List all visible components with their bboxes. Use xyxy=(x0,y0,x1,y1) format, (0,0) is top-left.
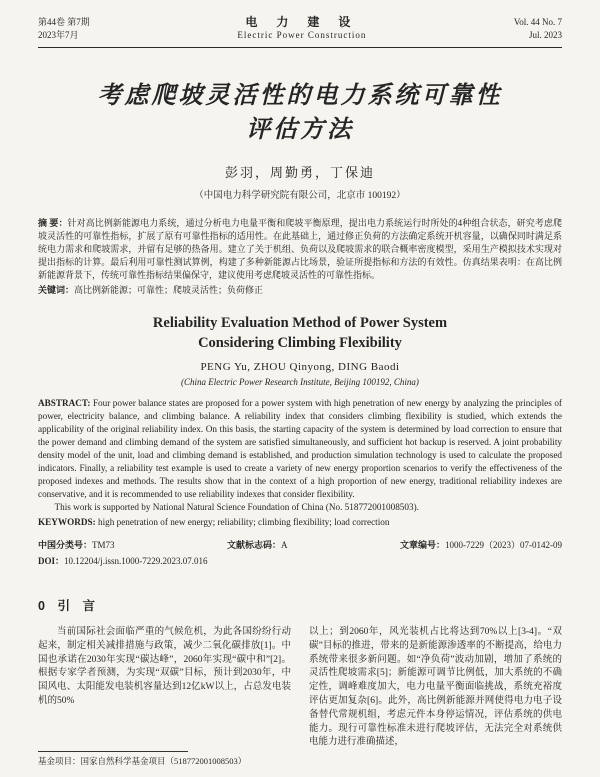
abstract-en-label: ABSTRACT: xyxy=(38,398,91,408)
abstract-cn-label: 摘 要： xyxy=(38,218,68,228)
affiliation-en: (China Electric Power Research Institute, Beijing 100192, China) xyxy=(181,377,419,387)
header-divider xyxy=(38,47,562,48)
header-left xyxy=(38,16,90,42)
abstract-en xyxy=(38,397,562,501)
doi-value: 10.12204/j.issn.1000-7229.2023.07.016 xyxy=(64,556,208,566)
doc-code-label: 文献标志码： xyxy=(226,540,281,550)
issue-date-en: Jul. 2023 xyxy=(528,30,562,40)
keywords-cn xyxy=(38,284,562,297)
keywords-en-text: high penetration of new energy; reliability; climbing flexibility; load correction xyxy=(97,517,390,527)
article-id-value: 1000-7229（2023）07-0142-09 xyxy=(444,540,562,550)
article-title-cn xyxy=(38,78,562,146)
authors-en: PENG Yu, ZHOU Qinyong, DING Baodi xyxy=(200,361,400,373)
affiliation-cn: （中国电力科学研究院有限公司，北京市 100192） xyxy=(194,191,406,201)
article-title-en xyxy=(38,313,562,353)
header-center xyxy=(237,16,366,42)
volume-issue-cn: 第44卷 第7期 xyxy=(38,17,90,27)
clc-label: 中国分类号： xyxy=(38,540,93,550)
keywords-cn-label: 关键词： xyxy=(38,285,75,295)
journal-name-en: Electric Power Construction xyxy=(237,30,367,40)
abstract-en-text: Four power balance states are proposed for a power system with high penetration of new energy by analyzing the principles of power, electricity balance, and climbing balance. A reliability index that considers climbing flexibility is studied, which extends the applicability of the original reliability index. On this basis, the starting capacity of the system is determined by load correction to ensure that the power demand and climbing demand of the system are satisfied simultaneously, and sufficient hot backup is reserved. A joint probability density model of the unit, load and climbing demand is established, and production simulation technology is used to calculate the proposed indicators. Finally, a reliability test example is used to create a variety of new energy proportion scenarios to verify the effectiveness of the proposed indexes and methods. The results show that in the context of a high proportion of new energy, traditional reliability indexes are conservative, and it is recommended to use reliability indexes that consider flexibility. xyxy=(38,398,562,499)
doi-label: DOI： xyxy=(38,556,65,566)
intro-paragraph-right: 以上；到2060年，风光装机占比将达到70%以上[3-4]。“双碳”目标的推进，带来的是新能源渗透率的不断提高，给电力系统带来很多新问题。如“净负荷”波动加剧，增加了系统的灵活性爬坡需求[5]；新能源可调节比例低，加大系统的不确定性，调峰难度加大，电力电量平衡面临挑战，系统充裕度评估更加复杂[6]。此外，高比例新能源并网使得电力电子设备替代常规机组，考虑元件本身停运情况，评估系统的供电能力。现行可靠性标准未进行爬坡评估，无法完全对系统供电能力进行准确描述， xyxy=(309,627,562,748)
abstract-cn-text: 针对高比例新能源电力系统，通过分析电力电量平衡和爬坡平衡原理，提出电力系统运行时所处的4种组合状态，研究考虑爬坡灵活性的可靠性指标，扩展了原有可靠性指标的适用性。在此基础上，通过修正负荷的方法确定系统开机容量，以确保同时满足系统电力需求和爬坡需求，并留有足够的热备用。建立了关于机组、负荷以及爬坡需求的联合概率密度模型，采用生产模拟技术实现对提出指标的计算。最后利用可靠性测试算例，构建了多种新能源占比场景，验证所提指标和方法的有效性。仿真结果表明：在高比例新能源背景下，传统可靠性指标结果偏保守，建议使用考虑爬坡灵活性的可靠性指标。 xyxy=(38,218,562,280)
article-id-item xyxy=(400,539,562,552)
clc-value: TM73 xyxy=(92,540,115,550)
introduction-columns xyxy=(38,626,562,750)
intro-column-right xyxy=(309,626,562,750)
keywords-en xyxy=(38,516,562,529)
classification-row xyxy=(38,539,562,552)
journal-header xyxy=(38,16,562,42)
funding-note-en: This work is supported by National Natural Science Foundation of China (No. 518772001008503). xyxy=(54,502,419,512)
header-right xyxy=(514,16,562,42)
doc-code-item xyxy=(227,539,288,552)
doc-code-value: A xyxy=(281,540,288,550)
doi-line xyxy=(38,555,562,568)
article-title-cn-line2: 评估方法 xyxy=(246,114,354,143)
funding-footnote-text: 基金项目：国家自然科学基金项目（518772001008503） xyxy=(38,756,247,766)
volume-issue-en: Vol. 44 No. 7 xyxy=(513,17,562,27)
intro-column-left xyxy=(38,626,291,750)
footnote-divider xyxy=(38,751,188,752)
article-title-en-line1: Reliability Evaluation Method of Power System xyxy=(152,315,448,331)
clc-item xyxy=(38,539,115,552)
keywords-en-label: KEYWORDS: xyxy=(38,517,96,527)
authors-cn: 彭羽，周勤勇，丁保迪 xyxy=(224,165,375,180)
issue-date-cn: 2023年7月 xyxy=(38,30,79,40)
keywords-cn-text: 高比例新能源；可靠性；爬坡灵活性；负荷修正 xyxy=(74,285,264,295)
section-heading-introduction: 0 引 言 xyxy=(38,599,95,613)
article-title-cn-line1: 考虑爬坡灵活性的电力系统可靠性 xyxy=(97,80,503,109)
intro-paragraph-left: 当前国际社会面临严重的气候危机，为此各国纷纷行动起来，制定相关减排措施与政策，减少二氧化碳排放[1]。中国也承诺在2030年实现“碳达峰”，2060年实现“碳中和”[2]。根据专家学者预测，为实现“双碳”目标，预计到2030年，中国风电、太阳能发电装机容量达到12亿kW以上，占总发电装机的50% xyxy=(38,627,291,706)
abstract-cn xyxy=(38,217,562,282)
journal-name-cn: 电 力 建 设 xyxy=(245,15,359,29)
funding-footnote xyxy=(38,751,246,767)
article-id-label: 文章编号： xyxy=(399,540,445,550)
article-title-en-line2: Considering Climbing Flexibility xyxy=(198,335,402,351)
